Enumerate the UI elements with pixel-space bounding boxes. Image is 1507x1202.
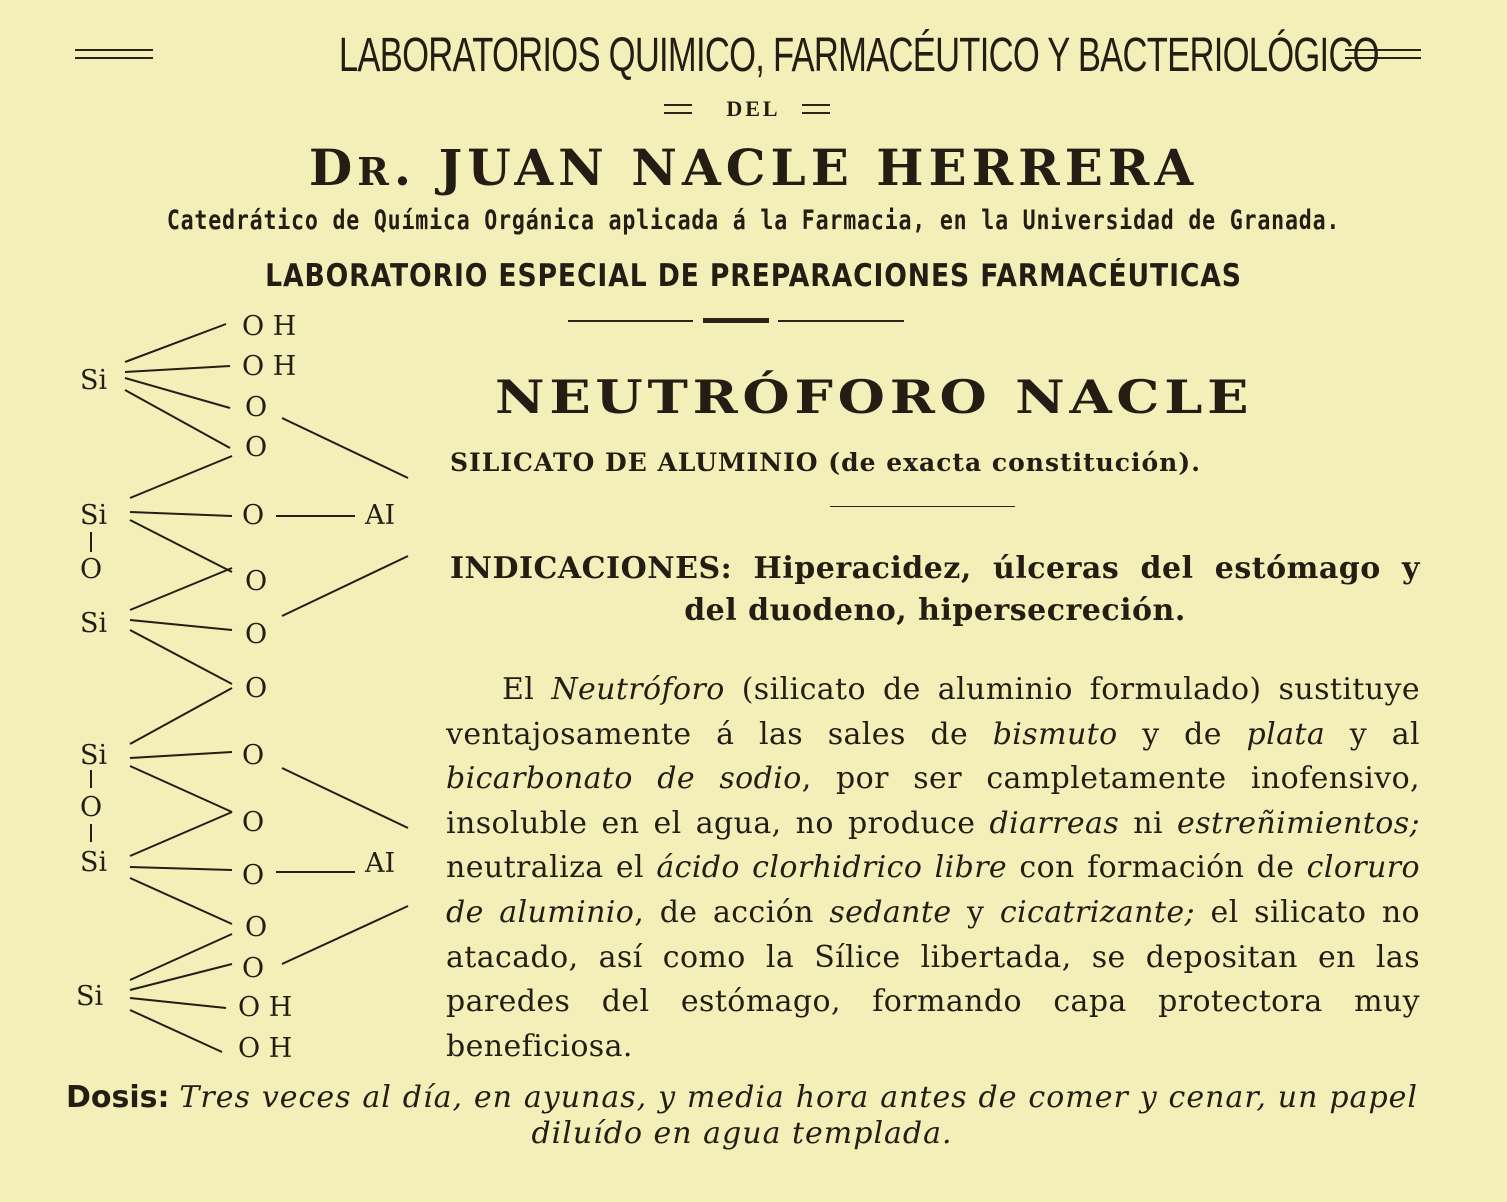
- description-emphasis: ácido clorhidrico libre: [656, 850, 1008, 886]
- description-emphasis: Neutróforo: [551, 672, 725, 707]
- description-paragraph: [446, 668, 1420, 1069]
- doctor-prefix: DR.: [308, 138, 417, 197]
- formula-o-4: O: [245, 566, 268, 597]
- product-rule: [830, 506, 1015, 507]
- formula-si-2: Si: [80, 500, 108, 531]
- formula-o-3: O: [242, 500, 265, 531]
- description-emphasis: bicarbonato de sodio: [446, 761, 802, 797]
- formula-o-1: O: [245, 392, 268, 423]
- description-text: con formación de: [1007, 850, 1307, 886]
- formula-o-10: O: [245, 912, 268, 943]
- silicate-structural-formula: [0, 300, 440, 1080]
- description-emphasis: cicatrizante;: [999, 894, 1196, 930]
- description-emphasis: estreñimientos;: [1177, 805, 1420, 841]
- description-emphasis: sedante: [829, 894, 952, 930]
- dosage-text: Tres veces al día, en ayunas, y media hora antes de comer y cenar, un papel diluído en agua templada.: [179, 1080, 1418, 1151]
- product-subtitle: SILICATO DE ALUMINIO (de exacta constitución).: [450, 448, 1201, 477]
- formula-si-4: Si: [80, 740, 108, 771]
- doctor-name: [0, 138, 1507, 197]
- description-text: , de acción: [634, 894, 830, 930]
- description-text: , por ser campletamente inofensivo, insoluble en el agua, no produce: [446, 761, 1420, 841]
- formula-o-9: O: [242, 860, 265, 891]
- formula-o-7: O: [242, 740, 265, 771]
- formula-al-2: AI: [365, 848, 396, 879]
- header-rule-left: [568, 320, 693, 322]
- description-text: neutraliza el: [446, 850, 657, 886]
- indications-label: INDICACIONES:: [450, 551, 733, 586]
- formula-oh-4: O H: [238, 1033, 293, 1064]
- description-text: y de: [1117, 716, 1247, 752]
- doctor-name-text: JUAN NACLE HERRERA: [438, 138, 1199, 197]
- dosage-label: Dosis:: [66, 1080, 170, 1115]
- formula-o-6: O: [245, 673, 268, 704]
- header-del: DEL: [726, 96, 781, 121]
- formula-si-5: Si: [80, 847, 108, 878]
- formula-o-bridge-2: O: [80, 792, 103, 823]
- description-emphasis: plata: [1246, 716, 1326, 752]
- formula-oh-1: O H: [242, 311, 297, 342]
- del-ornament-right: [802, 104, 830, 114]
- doctor-prefix-sc: R: [357, 149, 394, 194]
- formula-oh-2: O H: [242, 351, 297, 382]
- formula-si-1: Si: [80, 365, 108, 396]
- header-rule-right: [778, 320, 904, 322]
- formula-o-8: O: [242, 807, 265, 838]
- description-text: y al: [1325, 716, 1420, 752]
- formula-o-2: O: [245, 432, 268, 463]
- description-text: El: [502, 672, 552, 707]
- formula-si-6: Si: [76, 981, 104, 1012]
- formula-si-3: Si: [80, 608, 108, 639]
- description-emphasis: bismuto: [992, 716, 1118, 752]
- description-emphasis: cloruro de aluminio: [446, 850, 1420, 930]
- description-text: (silicato de aluminio formulado) sustituye ventajosamente á las sales de: [446, 672, 1420, 752]
- formula-o-bridge-1: O: [80, 554, 103, 585]
- doctor-position: Catedrático de Química Orgánica aplicada á la Farmacia, en la Universidad de Granada.: [166, 205, 1341, 236]
- dosage-paragraph: [66, 1080, 1418, 1152]
- indications-text: Hiperacidez, úlceras del estómago y del duodeno, hipersecreción.: [684, 551, 1420, 628]
- formula-o-5: O: [245, 619, 268, 650]
- formula-o-11: O: [242, 953, 265, 984]
- description-text: y: [951, 894, 1000, 930]
- product-name: NEUTRÓFORO NACLE: [495, 370, 1254, 424]
- formula-al-1: AI: [365, 500, 396, 531]
- formula-oh-3: O H: [238, 992, 293, 1023]
- header-ornament-left: [75, 49, 153, 59]
- description-text: ni: [1119, 805, 1178, 841]
- indications-paragraph: [450, 548, 1420, 632]
- header-rule-center: [703, 318, 769, 323]
- lab-heading: LABORATORIO ESPECIAL DE PREPARACIONES FARMACÉUTICAS: [265, 258, 1242, 294]
- description-emphasis: diarreas: [989, 805, 1120, 841]
- description-text: el silicato no atacado, así como la Sílice libertada, se depositan en las paredes del estómago, formando capa protectora muy beneficiosa.: [446, 894, 1421, 1064]
- header-title: LABORATORIOS QUIMICO, FARMACÉUTICO Y BACTERIOLÓGICO: [338, 29, 1379, 82]
